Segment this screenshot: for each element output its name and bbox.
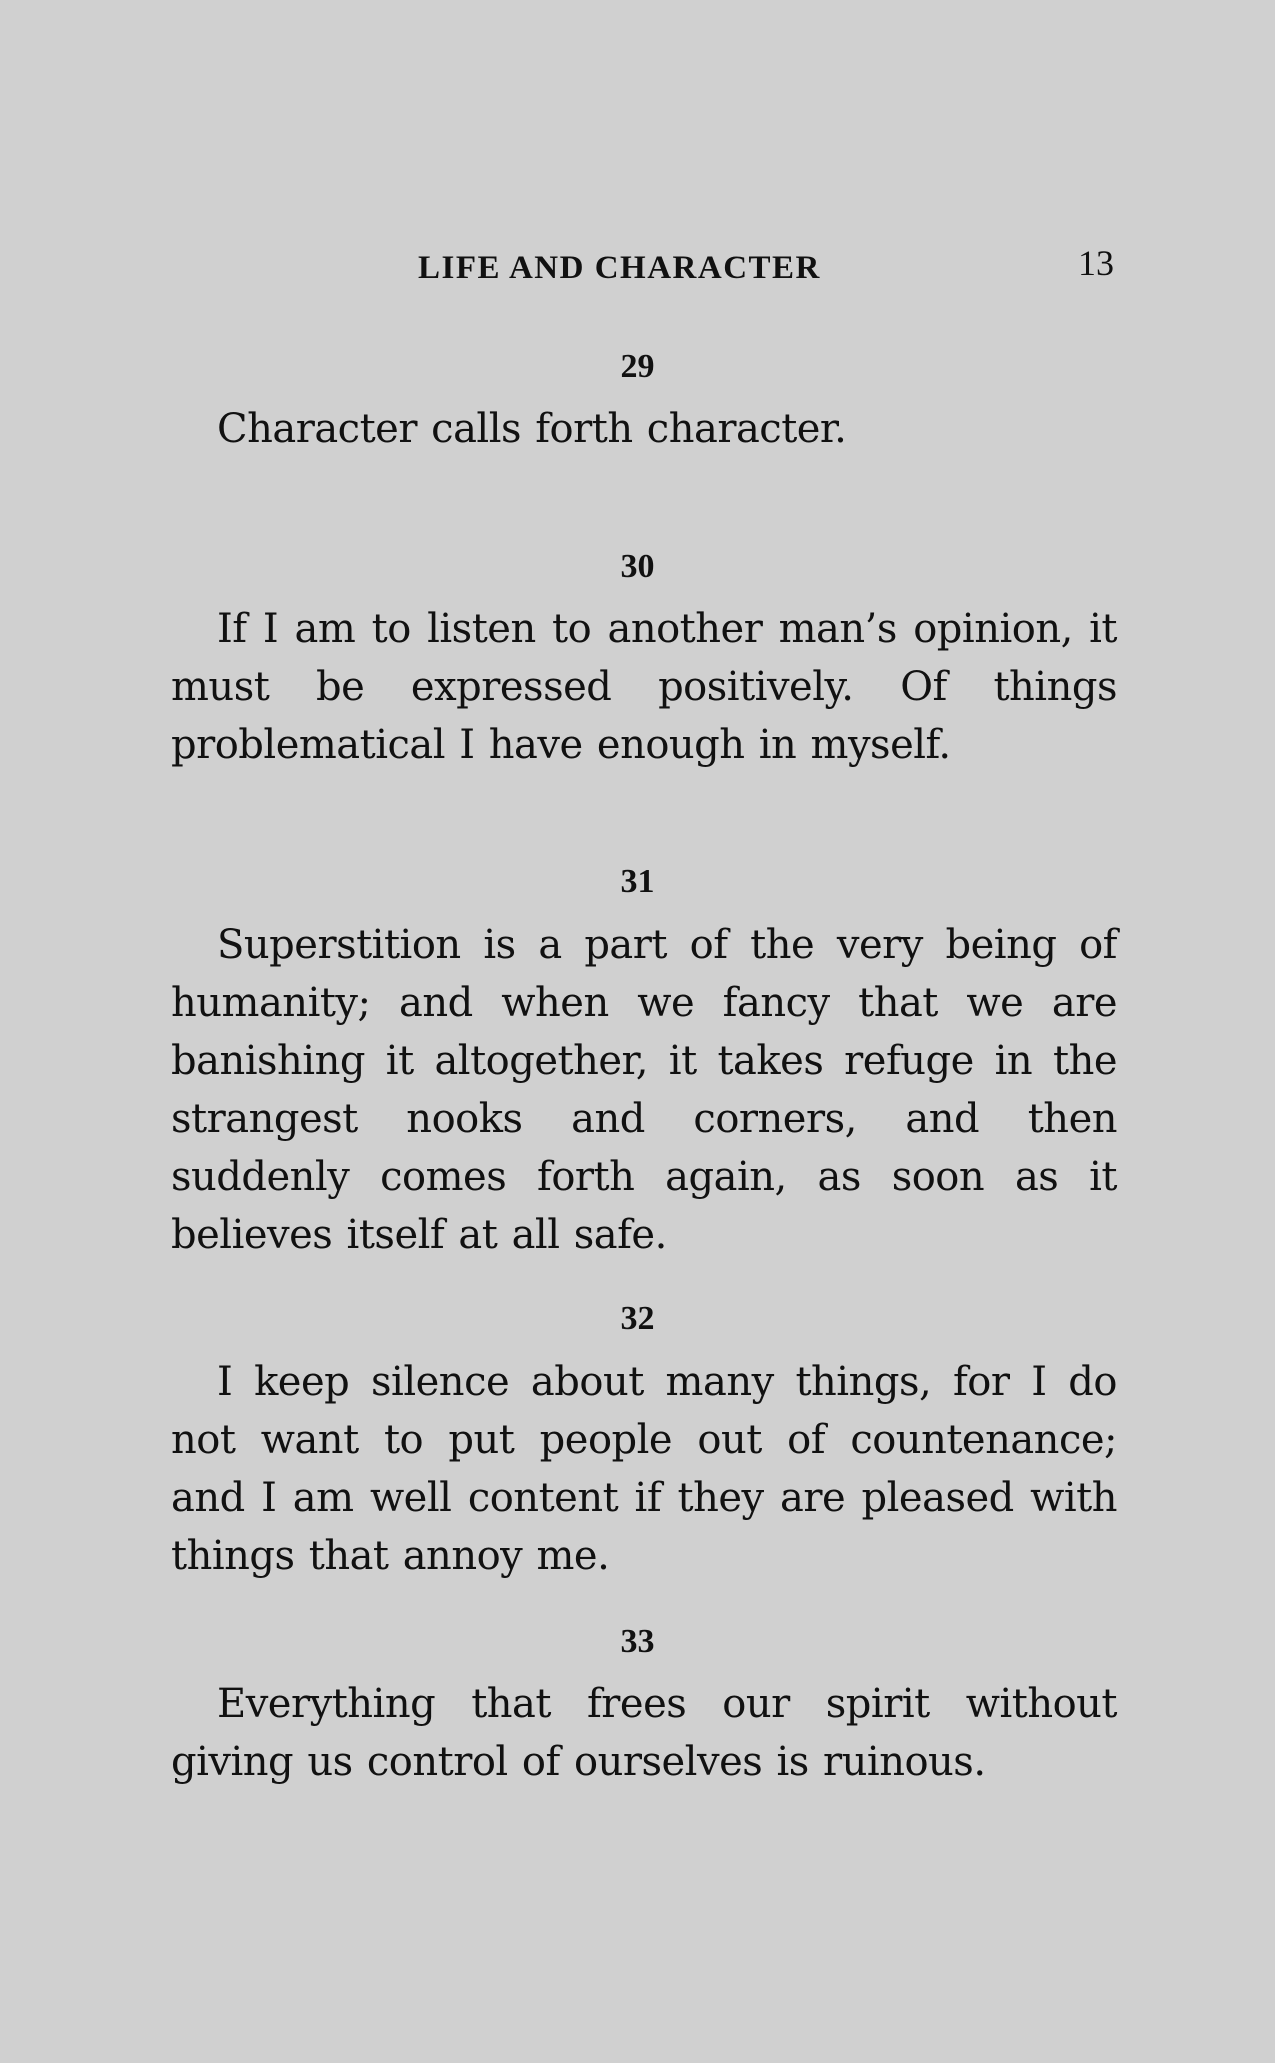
- maxim-text-29: Character calls forth character.: [217, 406, 847, 452]
- running-title: LIFE AND CHARACTER: [418, 250, 821, 286]
- maxim-number-31: 31: [620, 863, 655, 900]
- maxim-number-32: 32: [620, 1300, 655, 1337]
- maxim-number-33: 33: [620, 1623, 655, 1660]
- maxim-text-31: Superstition is a part of the very being of humanity; and when we fancy that we are banishing it altogether, it takes refuge in the strangest nooks and corners, and then suddenly comes forth again, as soon as it believes itself at all safe.: [171, 922, 1117, 1258]
- running-header: [0, 243, 1275, 300]
- page-number: 13: [1078, 243, 1114, 283]
- maxim-number-30: 30: [620, 548, 655, 585]
- maxim-text-30: If I am to listen to another man’s opinion, it must be expressed positively. Of things problematical I have enough in myself.: [171, 606, 1117, 768]
- maxim-number-29: 29: [620, 348, 655, 385]
- maxim-text-32: I keep silence about many things, for I do not want to put people out of countenance; and I am well content if they are pleased with things that annoy me.: [171, 1359, 1117, 1579]
- maxim-text-33: Everything that frees our spirit without giving us control of ourselves is ruinous.: [171, 1681, 1117, 1785]
